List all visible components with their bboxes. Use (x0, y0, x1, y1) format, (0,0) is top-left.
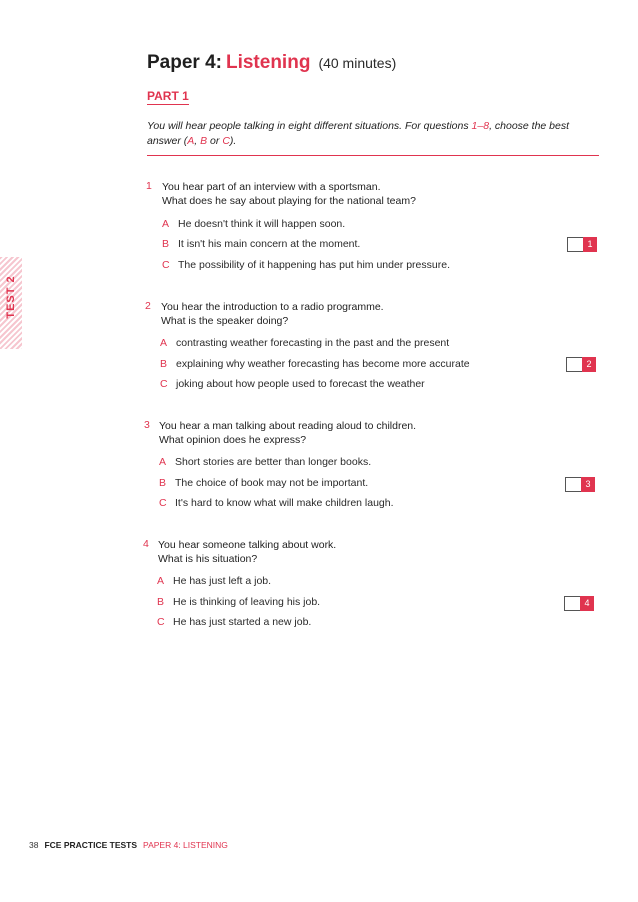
answer-box-number: 1 (583, 237, 597, 252)
option-b: B explaining why weather forecasting has become more accurate (160, 358, 470, 370)
duration: (40 minutes) (318, 55, 397, 71)
option-c: C It's hard to know what will make children laugh. (159, 497, 394, 509)
answer-box-number: 2 (582, 357, 596, 372)
answer-box[interactable] (566, 357, 596, 372)
answer-box-number: 3 (581, 477, 595, 492)
question-prompt: You hear the introduction to a radio programme. What is the speaker doing? (161, 301, 384, 327)
page-footer (29, 840, 228, 850)
answer-box[interactable] (565, 477, 595, 492)
footer-section: PAPER 4: LISTENING (143, 840, 228, 850)
answer-box-number: 4 (580, 596, 594, 611)
section-label: Listening (225, 52, 311, 73)
option-b: B The choice of book may not be important. (159, 477, 369, 489)
question-prompt: You hear part of an interview with a sportsman. What does he say about playing for the national team? (162, 181, 416, 207)
section-divider (147, 155, 599, 156)
option-c: C The possibility of it happening has put him under pressure. (162, 259, 450, 271)
option-a: A He doesn't think it will happen soon. (162, 218, 346, 230)
answer-box[interactable] (567, 237, 597, 252)
question-number: 3 (144, 419, 150, 431)
paper-label: Paper 4: (147, 52, 222, 73)
question-number: 2 (145, 300, 151, 312)
page-number: 38 (29, 840, 39, 850)
test-side-tab-label: TEST 2 (5, 275, 17, 319)
question-number: 4 (143, 538, 149, 550)
instructions: You will hear people talking in eight different situations. For questions 1–8, choose the best answer (A, B or C). (147, 120, 570, 147)
option-a: A He has just left a job. (157, 575, 272, 587)
question-number: 1 (146, 180, 152, 192)
part-heading: PART 1 (147, 89, 189, 103)
page-title (147, 52, 396, 74)
answer-field[interactable] (566, 357, 583, 372)
book-title: FCE PRACTICE TESTS (44, 840, 138, 850)
option-a: A contrasting weather forecasting in the past and the present (160, 337, 450, 349)
option-a: A Short stories are better than longer books. (159, 456, 372, 468)
option-b: B He is thinking of leaving his job. (157, 596, 321, 608)
answer-field[interactable] (567, 237, 584, 252)
question-prompt: You hear a man talking about reading aloud to children. What opinion does he express? (159, 420, 417, 446)
answer-box[interactable] (564, 596, 594, 611)
answer-field[interactable] (565, 477, 582, 492)
option-b: B It isn't his main concern at the moment. (162, 238, 361, 250)
option-c: C joking about how people used to forecast the weather (160, 378, 425, 390)
answer-field[interactable] (564, 596, 581, 611)
question-prompt: You hear someone talking about work. What is his situation? (158, 539, 337, 565)
option-c: C He has just started a new job. (157, 616, 312, 628)
